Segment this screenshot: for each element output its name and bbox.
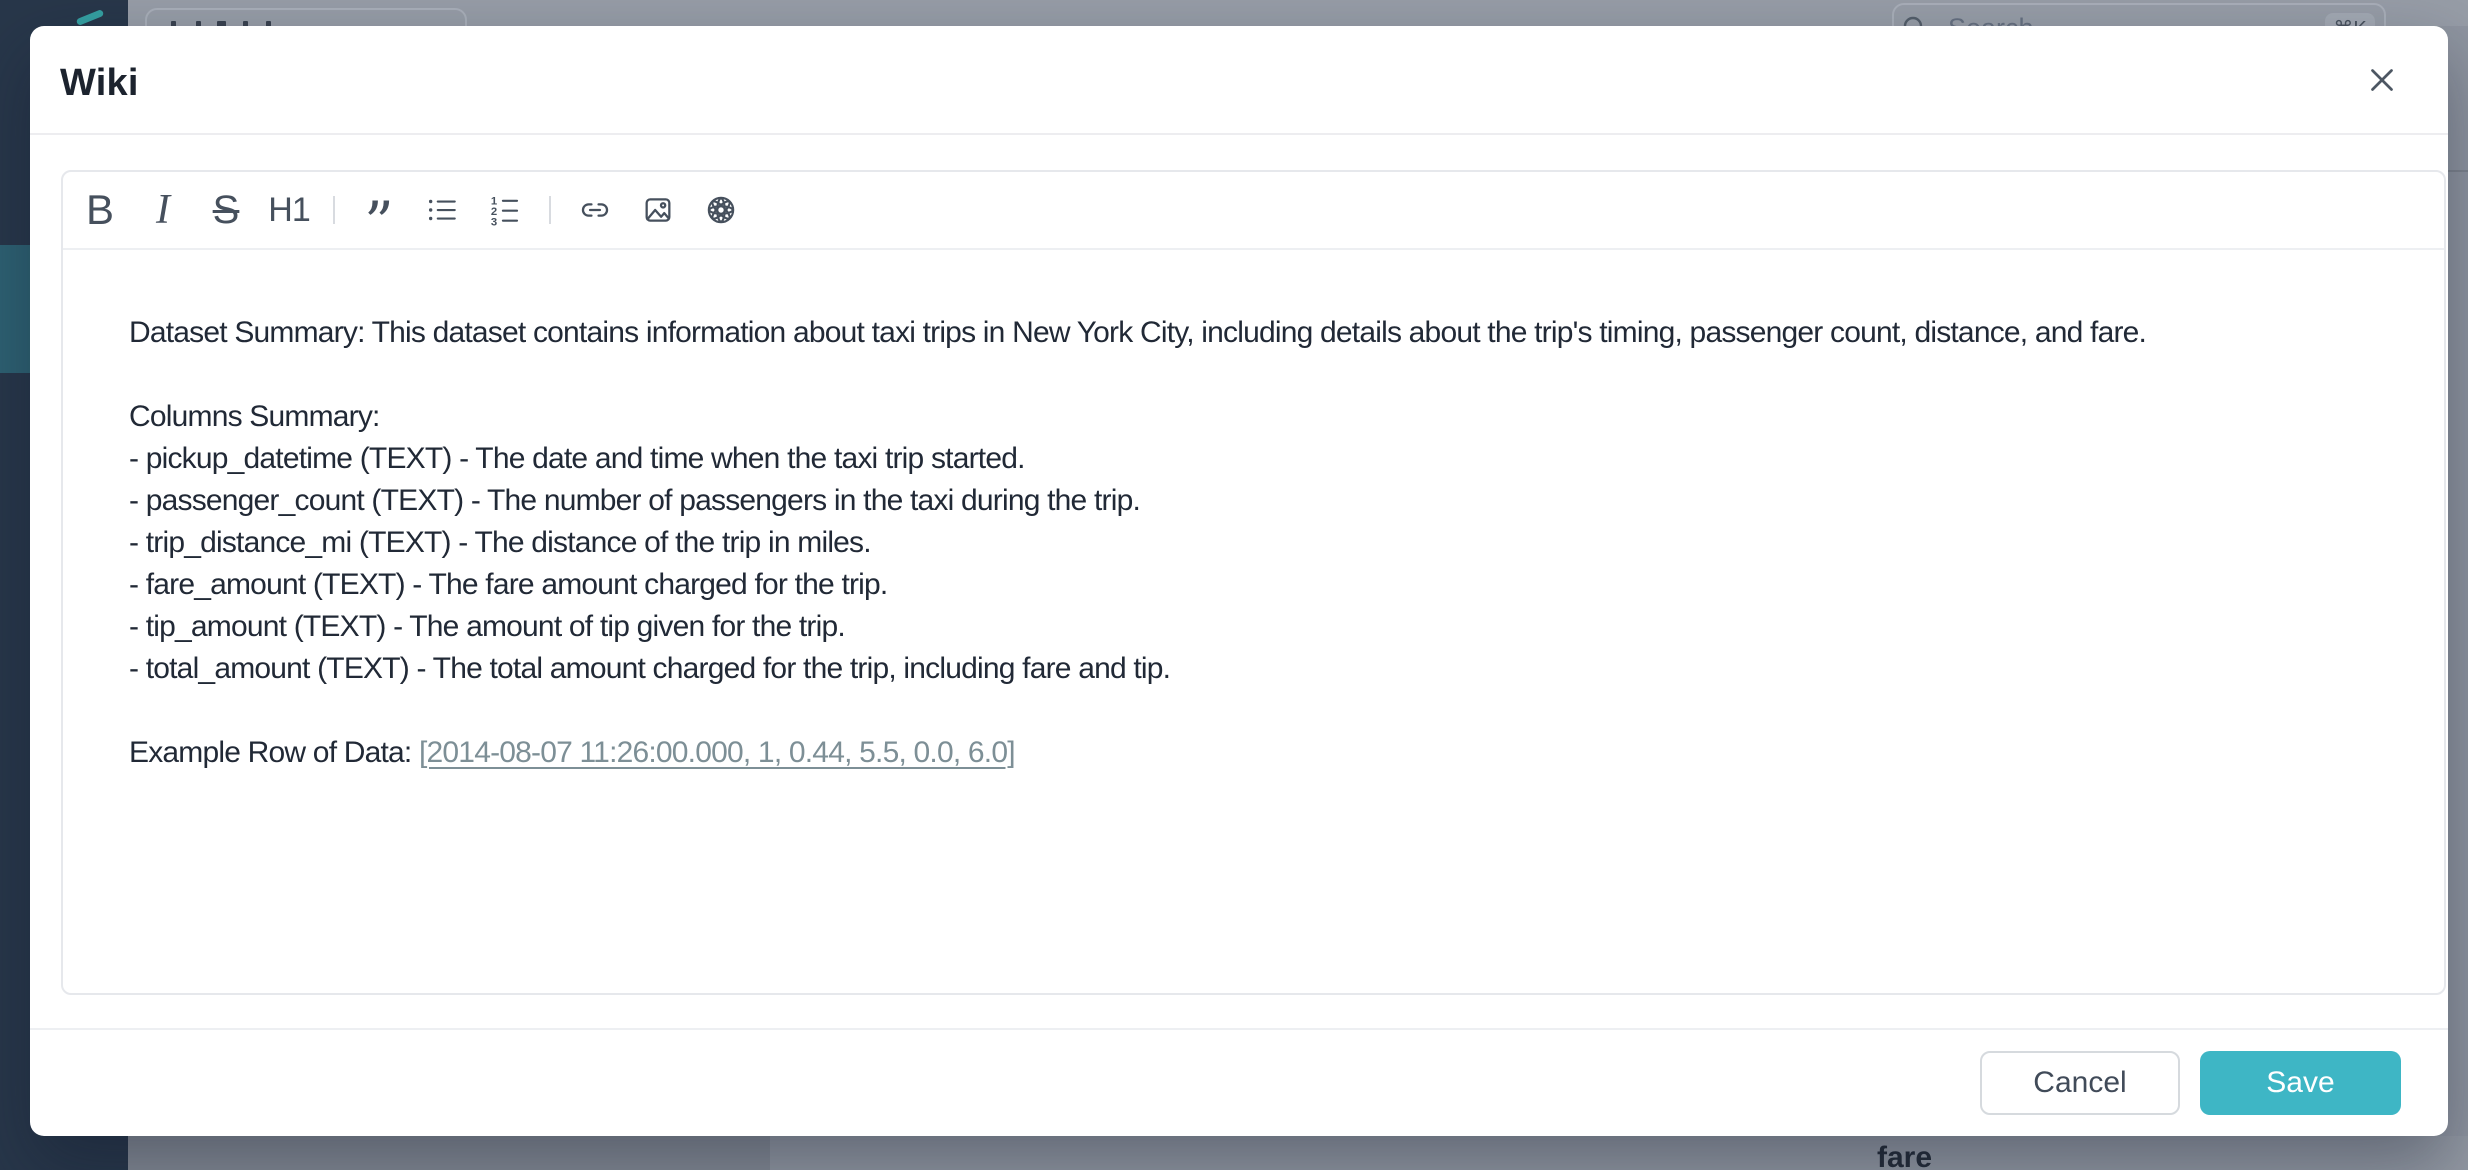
svg-text:2: 2: [490, 205, 498, 218]
media-embed-button[interactable]: [698, 187, 744, 233]
italic-button[interactable]: [140, 187, 186, 233]
ordered-list-button[interactable]: [482, 187, 528, 233]
bullet-list-icon: [425, 193, 459, 227]
cancel-button[interactable]: Cancel: [1980, 1051, 2180, 1115]
toolbar-separator: [333, 196, 335, 224]
blockquote-button[interactable]: [356, 187, 402, 257]
example-row-line: [129, 732, 2378, 774]
blockquote-icon: ”: [364, 189, 394, 257]
strikethrough-button[interactable]: [203, 187, 249, 233]
bold-button[interactable]: [77, 187, 123, 233]
svg-text:1: 1: [490, 195, 498, 208]
save-button[interactable]: Save: [2200, 1051, 2401, 1115]
editor-paragraph: - trip_distance_mi (TEXT) - The distance of the trip in miles.: [129, 526, 871, 559]
link-icon: [578, 193, 612, 227]
example-row-link[interactable]: [2014-08-07 11:26:00.000, 1, 0.44, 5.5, 0.0, 6.0]: [419, 736, 1015, 769]
dialog-title: Wiki: [60, 62, 139, 104]
strikethrough-icon: S: [212, 188, 240, 232]
example-row-label: Example Row of Data:: [129, 736, 419, 769]
editor-paragraph: - pickup_datetime (TEXT) - The date and time when the taxi trip started.: [129, 442, 1025, 475]
editor-toolbar: [63, 172, 2444, 257]
editor-paragraph: Dataset Summary: This dataset contains information about taxi trips in New York City, including details about the trip's timing, passenger count, distance, and fare.: [129, 316, 2147, 349]
media-embed-icon: [704, 193, 738, 227]
wiki-editor: [61, 170, 2446, 995]
editor-paragraph: - total_amount (TEXT) - The total amount charged for the trip, including fare and tip.: [129, 652, 1171, 685]
toolbar-separator: [549, 196, 551, 224]
ordered-list-icon: [488, 193, 522, 227]
image-button[interactable]: [635, 187, 681, 233]
editor-paragraph: - passenger_count (TEXT) - The number of passengers in the taxi during the trip.: [129, 484, 1140, 517]
editor-paragraph: Columns Summary:: [129, 400, 380, 433]
heading1-button[interactable]: [266, 187, 312, 233]
editor-paragraph: - tip_amount (TEXT) - The amount of tip given for the trip.: [129, 610, 845, 643]
close-button[interactable]: [2360, 58, 2404, 102]
close-icon: [2363, 61, 2401, 99]
dialog-footer: [30, 1028, 2448, 1136]
editor-paragraph: - fare_amount (TEXT) - The fare amount charged for the trip.: [129, 568, 888, 601]
background-column-label: fare: [1877, 1141, 1933, 1170]
svg-text:3: 3: [490, 216, 498, 227]
heading1-icon: H1: [268, 191, 310, 229]
wiki-dialog: [30, 26, 2448, 1136]
background-bottom-strip: [128, 1136, 770, 1170]
editor-content-area[interactable]: [63, 250, 2444, 995]
bullet-list-button[interactable]: [419, 187, 465, 233]
background-table-line: [2448, 170, 2468, 172]
background-bottom-panel: [770, 1136, 2468, 1170]
bold-icon: B: [85, 186, 114, 233]
italic-icon: I: [156, 187, 170, 233]
image-icon: [641, 193, 675, 227]
link-button[interactable]: [572, 187, 618, 233]
dialog-header: [30, 26, 2448, 135]
